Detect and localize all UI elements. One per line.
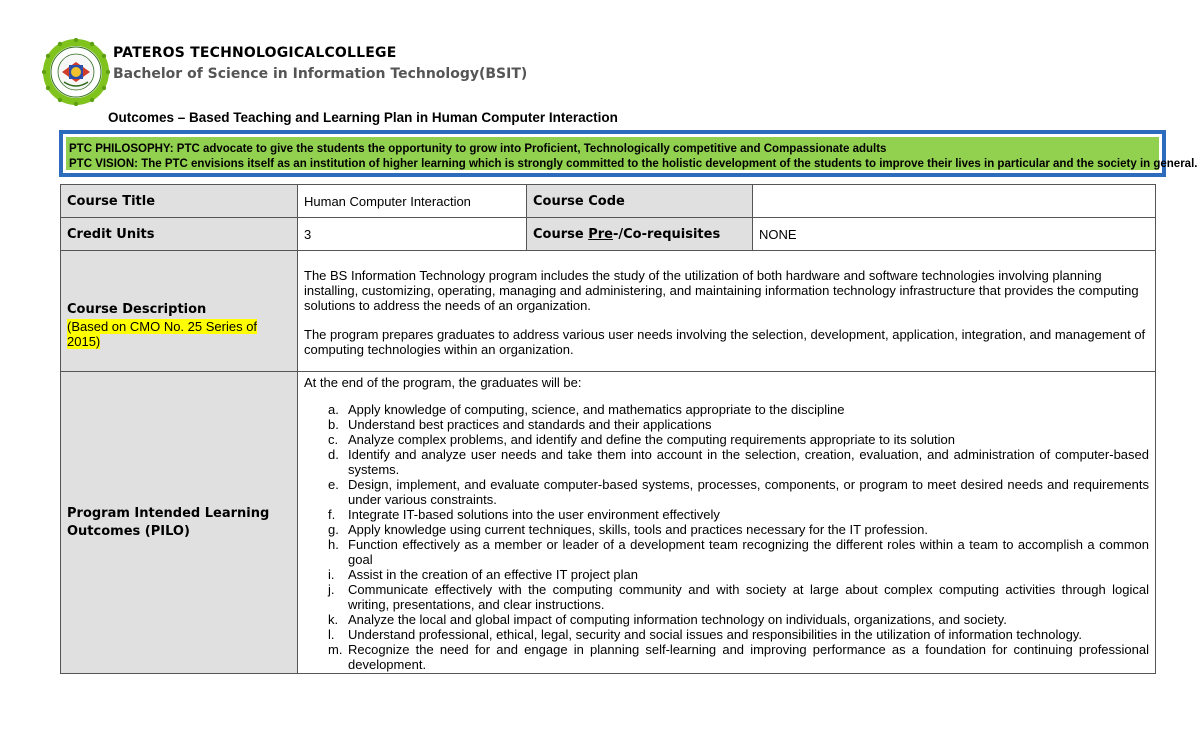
pilo-item-text: Understand best practices and standards and their applications (348, 417, 712, 432)
course-description-paragraph-1: The BS Information Technology program includes the study of the utilization of both hardware and software technologies involving planning installing, customizing, operating, managing and administering, and maintaining information technology infrastructure that provides the computing solutions to address the needs of an organization. (304, 267, 1139, 313)
pilo-item (304, 567, 1149, 582)
credit-units-value: 3 (298, 218, 527, 251)
plan-title: Outcomes – Based Teaching and Learning Plan in Human Computer Interaction (108, 110, 618, 125)
pilo-item (304, 582, 1149, 612)
philosophy-vision-banner (59, 130, 1198, 177)
pilo-list (304, 402, 1149, 672)
course-description-label-cell (61, 251, 298, 372)
prereq-label-post: -/Co-requisites (612, 226, 721, 242)
pilo-item-text: Apply knowledge using current techniques, skills, tools and practices necessary for the IT profession. (348, 522, 929, 537)
pilo-item-text: Analyze the local and global impact of computing information technology on individuals, organizations, and society. (348, 612, 1007, 627)
pilo-item-marker: b. (328, 417, 339, 432)
prerequisites-value: NONE (753, 218, 1156, 251)
course-description-paragraph-2: The program prepares graduates to address various user needs involving the selection, development, application, integration, and management of computing technologies within an organization. (304, 326, 1146, 357)
prerequisites-label (527, 218, 753, 251)
pilo-content (298, 372, 1156, 674)
pilo-item (304, 432, 1149, 447)
pilo-item (304, 522, 1149, 537)
pilo-item-marker: a. (328, 402, 339, 417)
pilo-item-marker: f. (328, 507, 336, 522)
row-credit-units (61, 218, 1156, 251)
pilo-item-marker: m. (328, 642, 343, 657)
college-seal-icon (42, 38, 110, 106)
pilo-item-text: Identify and analyze user needs and take them into account in the selection, creation, evaluation, and administration of computer-based systems. (348, 447, 1149, 477)
pilo-item-marker: i. (328, 567, 335, 582)
pilo-item-marker: g. (328, 522, 339, 537)
pilo-item-marker: d. (328, 447, 339, 462)
pilo-intro: At the end of the program, the graduates will be: (304, 375, 582, 390)
ptc-vision: PTC VISION: The PTC envisions itself as an institution of higher learning which is strongly committed to the holistic development of the students to improve their lives in particular and the society in general. (69, 158, 1198, 170)
credit-units-label: Credit Units (61, 218, 298, 251)
course-info-table (60, 184, 1156, 674)
row-course-description (61, 251, 1156, 372)
pilo-item-text: Communicate effectively with the computing community and with society at large about complex computing activities through logical writing, presentations, and clear instructions. (348, 582, 1149, 612)
pilo-item (304, 402, 1149, 417)
pilo-item (304, 507, 1149, 522)
pilo-item-text: Function effectively as a member or leader of a development team recognizing the different roles within a team to accomplish a common goal (348, 537, 1149, 567)
banner-body (66, 137, 1198, 170)
prereq-label-underlined: Pre (588, 226, 613, 242)
course-code-label: Course Code (527, 185, 753, 218)
program-name: Bachelor of Science in Information Technology(BSIT) (113, 66, 528, 82)
ptc-philosophy: PTC PHILOSOPHY: PTC advocate to give the students the opportunity to grow into Proficient, Technologically competitive and Compassionate adults (69, 143, 887, 155)
pilo-item-text: Understand professional, ethical, legal, security and social issues and responsibilities in the utilization of information technology. (348, 627, 1082, 642)
pilo-item-text: Design, implement, and evaluate computer-based systems, processes, components, or program to meet desired needs and requirements under various constraints. (348, 477, 1149, 507)
pilo-item-marker: l. (328, 627, 335, 642)
cmo-reference-note: (Based on CMO No. 25 Series of 2015) (67, 318, 258, 349)
pilo-item-marker: c. (328, 432, 339, 447)
pilo-item-marker: j. (328, 582, 335, 597)
course-description-value (298, 251, 1156, 372)
row-pilo (61, 372, 1156, 674)
pilo-item-text: Integrate IT-based solutions into the user environment effectively (348, 507, 720, 522)
pilo-item-text: Apply knowledge of computing, science, and mathematics appropriate to the discipline (348, 402, 845, 417)
pilo-item-text: Assist in the creation of an effective IT project plan (348, 567, 639, 582)
pilo-item (304, 447, 1149, 477)
pilo-item (304, 612, 1149, 627)
pilo-item-marker: e. (328, 477, 339, 492)
pilo-item (304, 627, 1149, 642)
pilo-item-text: Analyze complex problems, and identify and define the computing requirements appropriate to its solution (348, 432, 956, 447)
pilo-item (304, 642, 1149, 672)
course-description-label: Course Description (67, 301, 207, 317)
pilo-item-marker: h. (328, 537, 339, 552)
course-title-label: Course Title (61, 185, 298, 218)
pilo-item-marker: k. (328, 612, 339, 627)
row-course-title (61, 185, 1156, 218)
course-code-value (753, 185, 1156, 218)
pilo-item-text: Recognize the need for and engage in planning self-learning and improving performance as a foundation for continuing professional development. (348, 642, 1149, 672)
course-title-value: Human Computer Interaction (298, 185, 527, 218)
pilo-item (304, 477, 1149, 507)
pilo-item (304, 417, 1149, 432)
pilo-label: Program Intended Learning Outcomes (PILO) (61, 372, 298, 674)
school-name: PATEROS TECHNOLOGICALCOLLEGE (113, 45, 397, 61)
prereq-label-pre: Course (533, 226, 589, 242)
pilo-item (304, 537, 1149, 567)
